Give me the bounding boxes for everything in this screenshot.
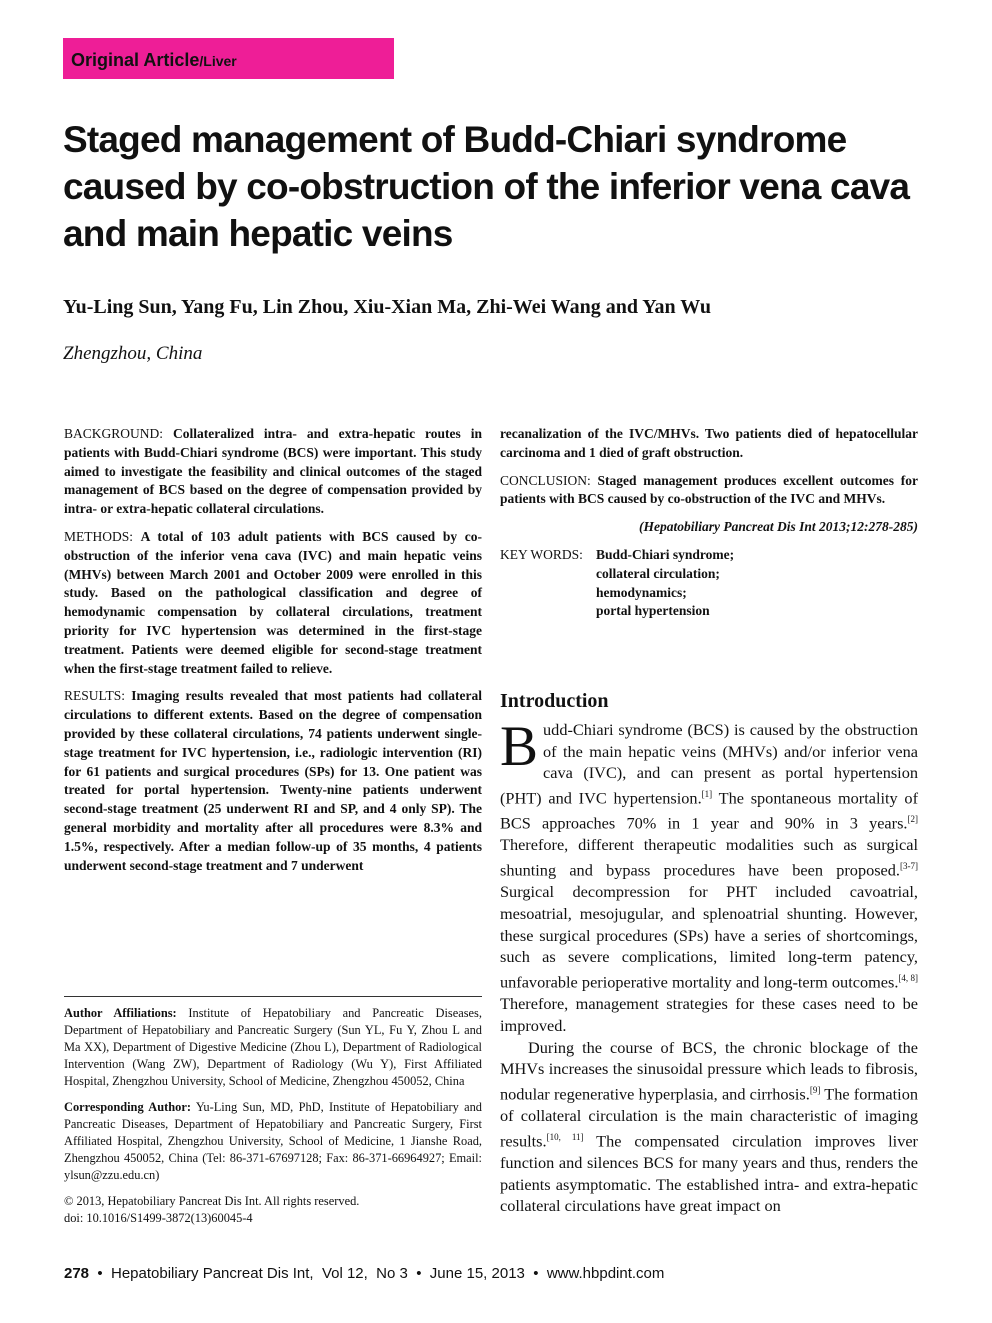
keyword: collateral circulation; xyxy=(596,565,720,581)
issue: No 3 xyxy=(376,1265,408,1282)
journal-name: Hepatobiliary Pancreat Dis Int, xyxy=(110,1265,314,1282)
affiliations-block xyxy=(64,1005,482,1227)
keywords xyxy=(500,546,918,621)
citation: (Hepatobiliary Pancreat Dis Int 2013;12:278-285) xyxy=(639,519,918,535)
abstract-results-continued: recanalization of the IVC/MHVs. Two patients died of hepatocellular carcinoma and 1 died of graft obstruction. xyxy=(500,426,918,460)
section-label: Original Article/Liver xyxy=(71,50,237,70)
journal-url[interactable]: www.hbpdint.com xyxy=(546,1265,665,1282)
affiliation-divider xyxy=(64,996,482,997)
page-footer: 278 • Hepatobiliary Pancreat Dis Int, Vol 12, No 3 • June 15, 2013 • www.hbpdint.com xyxy=(64,1265,665,1282)
author-list: Yu-Ling Sun, Yang Fu, Lin Zhou, Xiu-Xian Ma, Zhi-Wei Wang and Yan Wu xyxy=(63,296,712,318)
keywords-list xyxy=(596,546,734,621)
intro-paragraph-2: During the course of BCS, the chronic blockage of the MHVs increases the sinusoidal pressure which leads to fibrosis, nodular regenerative hyperplasia, and cirrhosis.[9] The formation of collateral circulation is the main characteristic of imaging results.[10, 11] The compensated circulation improves liver function and silences BCS for many years and thus, renders the patients asymptomatic. The established intra- and extra-hepatic collateral circulations have great impact on xyxy=(500,1037,918,1216)
keyword: portal hypertension xyxy=(596,603,710,619)
author-location: Zhengzhou, China xyxy=(63,343,203,364)
reference-mark: [9] xyxy=(809,1084,821,1095)
reference-mark: [4, 8] xyxy=(898,973,918,983)
reference-mark: [10, 11] xyxy=(546,1131,584,1142)
drop-cap: B xyxy=(500,715,539,778)
keyword: Budd-Chiari syndrome; xyxy=(596,546,735,562)
doi: doi: 10.1016/S1499-3872(13)60045-4 xyxy=(64,1211,253,1225)
keywords-label: KEY WORDS: xyxy=(500,546,583,562)
abstract-background: BACKGROUND: Collateralized intra- and extra-hepatic routes in patients with Budd-Chiari syndrome (BCS) were important. This study aimed to investigate the feasibility and clinical outcomes of the staged management of BCS based on the degree of compensation provided by intra- or extra-hepatic collateral circulations. xyxy=(64,426,482,517)
section-badge xyxy=(63,38,394,79)
corresponding-author: Corresponding Author: Yu-Ling Sun, MD, PhD, Institute of Hepatobiliary and Pancreatic Diseases, Department of Hepatobiliary and Pancreatic Surgery, First Affiliated Hospital, Zhengzhou University, School of Medicine, 1 Jianshe Road, Zhengzhou 450052, China (Tel: 86-371-67697128; Fax: 86-371-66964927; Email: ylsun@zzu.edu.cn) xyxy=(64,1100,482,1182)
copyright: © 2013, Hepatobiliary Pancreat Dis Int. All rights reserved. xyxy=(64,1194,360,1208)
volume: Vol 12, xyxy=(321,1265,368,1282)
abstract-left-column xyxy=(64,425,482,884)
keyword: hemodynamics; xyxy=(596,584,687,600)
intro-paragraph-1: Budd-Chiari syndrome (BCS) is caused by the obstruction of the main hepatic veins (MHVs) and/or inferior vena cava (IVC), and can present as portal hypertension (PHT) and IVC hypertension.[1] The spontaneous mortality of BCS approaches 70% in 1 year and 90% in 3 years.[2] Therefore, different therapeutic modalities such as surgical shunting and bypass procedures have been proposed.[3-7] Surgical decompression for PHT included cavoatrial, mesoatrial, mesojugular, and splenoatrial shunting. However, these surgical procedures (SPs) have a series of shortcomings, such as severe complications, limited long-term patency, unfavorable perioperative mortality and long-term outcomes.[4, 8] Therefore, management strategies for these cases need to be improved. xyxy=(500,715,918,1035)
introduction-body xyxy=(500,715,918,1217)
abstract-methods: METHODS: A total of 103 adult patients with BCS caused by co-obstruction of the inferior vena cava (IVC) and main hepatic veins (MHVs) between March 2001 and October 2009 were enrolled in this study. Based on the pathological classification and degree of hemodynamic compensation by collateral circulations, treatment priority for IVC hypertension was determined in the first-stage treatment. Patients were deemed eligible for second-stage treatment when the first-stage treatment failed to relieve. xyxy=(64,528,482,676)
abstract-right-column xyxy=(500,425,918,621)
subsection-label: /Liver xyxy=(199,53,237,69)
article-title: Staged management of Budd-Chiari syndrome caused by co-obstruction of the inferior vena cava and main hepatic veins xyxy=(63,119,910,254)
abstract-results: RESULTS: Imaging results revealed that most patients had collateral circulations to different extents. Based on the degree of compensation provided by these collateral circulations, 74 patients underwent single-stage treatment for IVC hypertension, i.e., radiologic intervention (RI) for 61 patients and surgical procedures (SPs) for 13. One patient was treated for portal hypertension. Twenty-nine patients underwent second-stage treatment (25 underwent RI and SP, and 4 only SP). The general morbidity and mortality after all procedures were 8.3% and 1.5%, respectively. After a median follow-up of 35 months, 4 patients underwent second-stage treatment and 7 underwent xyxy=(64,688,482,873)
section-heading-introduction: Introduction xyxy=(500,690,609,712)
abstract-conclusion: CONCLUSION: Staged management produces excellent outcomes for patients with BCS caused by co-obstruction of the IVC and MHVs. xyxy=(500,472,918,507)
reference-mark: [1] xyxy=(701,789,713,800)
reference-mark: [2] xyxy=(907,814,918,825)
reference-mark: [3-7] xyxy=(900,861,918,872)
page-number: 278 xyxy=(64,1265,90,1282)
author-affiliations: Author Affiliations: Institute of Hepatobiliary and Pancreatic Diseases, Department of Hepatobiliary and Pancreatic Surgery (Sun YL, Fu Y, Zhou L and Ma XX), Department of Digestive Medicine (Zhou L), Department of Radiological Intervention (Wang ZW), Department of Radiology (Wu Y), First Affiliated Hospital, Zhengzhou University, School of Medicine, Zhengzhou 450052, China xyxy=(64,1006,482,1088)
publication-date: June 15, 2013 xyxy=(429,1265,525,1282)
